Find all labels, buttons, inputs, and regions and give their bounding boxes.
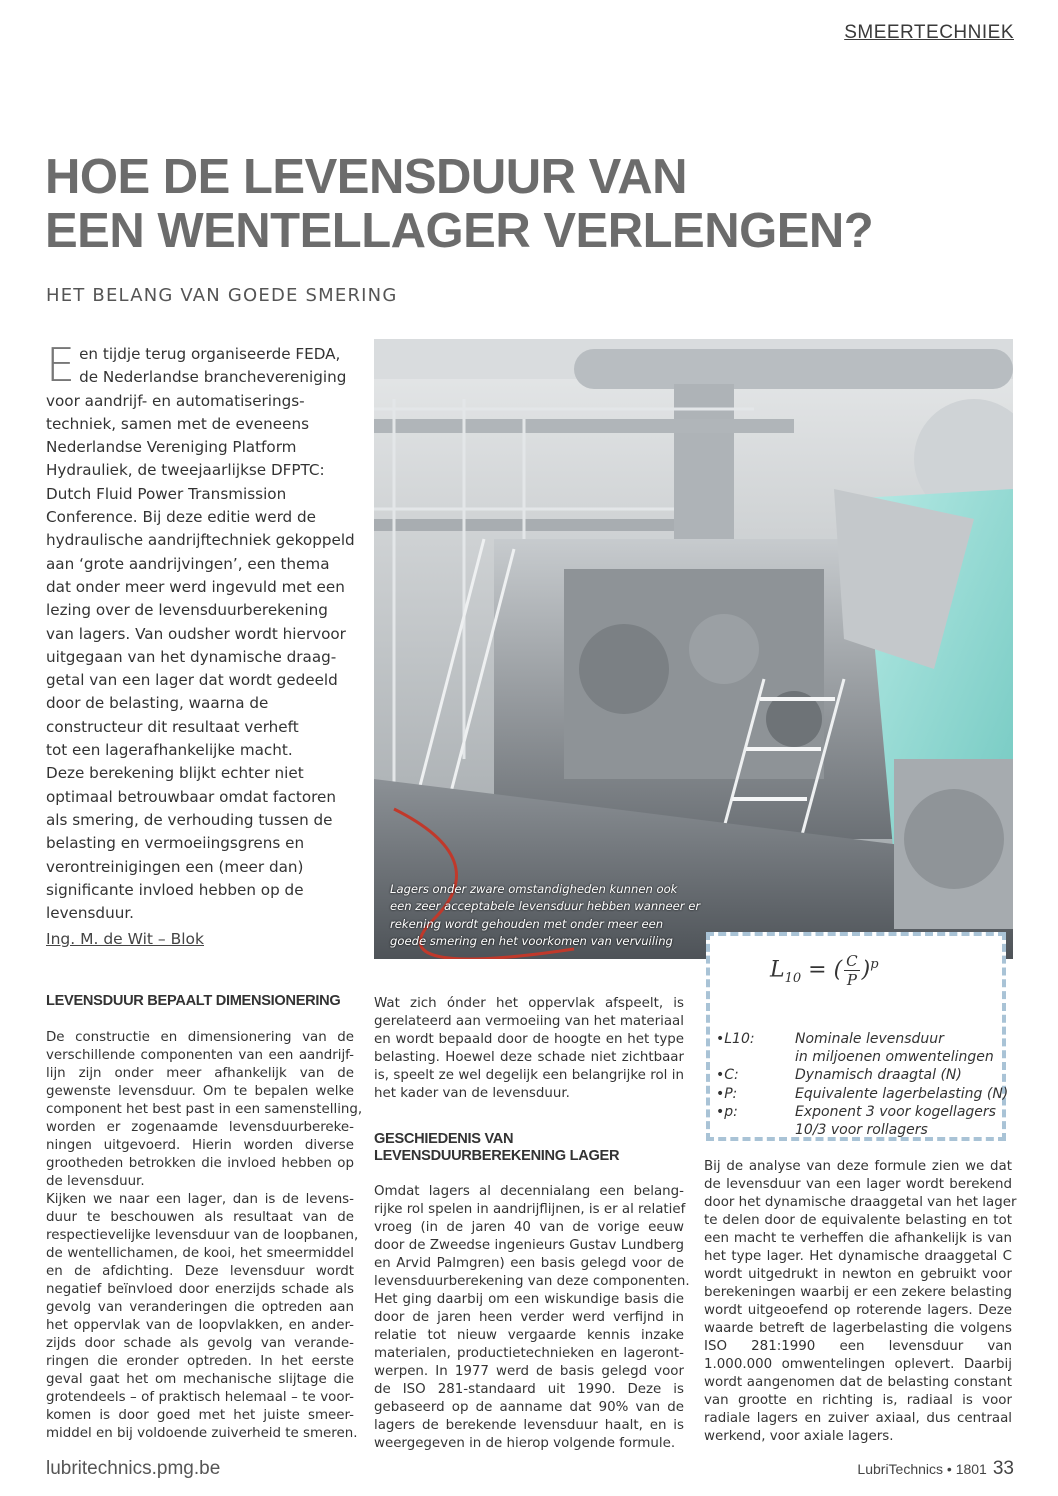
title-line: HOE DE LEVENSDUUR VAN — [45, 150, 688, 204]
formula-legend — [716, 1030, 1009, 1139]
formula-numerator: C — [846, 952, 858, 970]
text-line: van lagers. Van oudsher wordt hiervoor — [46, 624, 346, 643]
text-line: en Arvid Palmgren) een basis gelegd voor de — [374, 1256, 684, 1271]
text-line: component het best past in een samenstelling, — [46, 1102, 363, 1117]
caption-line: goede smering en het voorkomen van vervuiling — [390, 933, 673, 948]
section-heading — [374, 1131, 684, 1165]
text-line: Dutch Fluid Power Transmission — [46, 484, 287, 503]
text-line: de wentellichamen, de kooi, het smeermiddel — [46, 1246, 354, 1261]
formula-exponent: p — [870, 957, 879, 973]
legend-desc: Nominale levensduur — [795, 1031, 944, 1047]
text-line: vroeg (in de jaren 40 van de vorige eeuw — [374, 1220, 684, 1235]
text-line: lijn zijn onder meer afhankelijk van de — [46, 1066, 354, 1081]
formula-rhs: ) — [861, 957, 871, 983]
text-line: tot een lagerafhankelijke macht. — [46, 741, 293, 760]
text-line: Kijken we naar een lager, dan is de levens- — [46, 1192, 354, 1207]
caption-line: Lagers onder zware omstandigheden kunnen ook — [390, 882, 678, 896]
text-line: relatie tot nieuw vergaarde kennis inzake — [374, 1328, 684, 1343]
text-line: een macht te verheffen die afhankelijk is van — [704, 1231, 1012, 1246]
formula-box — [706, 932, 1009, 1141]
legend-symbol — [716, 1048, 795, 1066]
text-line: ningen uitgevoerd. Hierin worden diverse — [46, 1138, 354, 1153]
text-line: getal van een lager dat wordt gedeeld — [46, 671, 338, 690]
text-line: rijke rol spelen in aandrijflijnen, is er al relatief — [374, 1202, 686, 1217]
column-2 — [374, 995, 690, 1453]
text-line: respectievelijke levensduur van de loopbanen, — [46, 1228, 359, 1243]
heading-line: GESCHIEDENIS VAN — [374, 1131, 514, 1147]
footer-url[interactable]: lubritechnics.pmg.be — [46, 1458, 221, 1479]
legend-row — [716, 1103, 1002, 1121]
column-intro — [374, 995, 684, 1103]
photo-caption — [390, 881, 710, 950]
text-line: gerelateerd aan vermoeiing van het materiaal — [374, 1014, 684, 1029]
text-line: van grootte en richting is, radiaal is voor — [704, 1393, 1012, 1408]
legend-symbol: •P: — [716, 1085, 738, 1102]
text-line: belasting. Hoewel deze schade niet zichtbaar — [374, 1050, 684, 1065]
text-line: grotendeels – of praktisch helemaal – te voor- — [46, 1390, 354, 1405]
text-line: werkend, voor axiale lagers. — [704, 1429, 894, 1444]
column-1 — [46, 993, 363, 1443]
article-photo — [374, 339, 1013, 959]
text-line: verschillende componenten van een aandrijf- — [46, 1048, 354, 1063]
text-line: duur te beschouwen als resultaat van de — [46, 1210, 354, 1225]
text-line: constructeur dit resultaat verheft — [46, 717, 299, 736]
text-line: is, speelt ze wel degelijk een belangrijke rol in — [374, 1068, 684, 1083]
formula-denominator: P — [846, 971, 857, 989]
text-line: belasting en vermoeiingsgrens en — [46, 834, 305, 853]
text-line: de levensduur van een lager wordt berekend — [704, 1177, 1012, 1192]
text-line: middel en bij voldoende zuiverheid te smeren. — [46, 1426, 358, 1441]
text-line: het type lager. Het dynamische draaggetal C — [704, 1249, 1012, 1264]
text-line: te delen door de equivalente belasting en tot — [704, 1213, 1012, 1228]
legend-row — [716, 1066, 1002, 1084]
text-line: geval gaat het om mechanische slijtage die — [46, 1372, 354, 1387]
text-line: gewenste levensduur. Om te bepalen welke — [46, 1084, 354, 1099]
magazine-issue: LubriTechnics • 1801 — [857, 1461, 987, 1477]
legend-desc: in miljoenen omwentelingen — [795, 1049, 994, 1066]
legend-symbol: •C: — [716, 1067, 739, 1084]
text-line: door de jaren heen verder werd verfijnd in — [374, 1310, 684, 1325]
text-line: Hydrauliek, de tweejaarlijkse DFPTC: — [46, 461, 325, 480]
text-line: als smering, de verhouding tussen de — [46, 810, 333, 829]
formula-fraction — [844, 952, 859, 989]
legend-desc: Equivalente lagerbelasting (N) — [795, 1085, 1009, 1102]
legend-symbol: •p: — [716, 1103, 738, 1120]
section-tag[interactable]: SMEERTECHNIEK — [844, 22, 1014, 43]
text-line: lagers de berekende levensduur haalt, en is — [374, 1418, 684, 1433]
formula-lhs-sub: 10 — [784, 970, 802, 986]
title-line: EEN WENTELLAGER VERLENGEN? — [45, 204, 874, 258]
text-line: grootheden betrokken die invloed hebben op — [46, 1156, 354, 1171]
l10-formula — [770, 952, 879, 989]
section-body — [704, 1158, 1017, 1446]
text-line: Nederlandse Vereniging Platform — [46, 438, 297, 457]
industrial-machine-photo — [374, 339, 1013, 959]
text-line: uitgegaan van het dynamische draag- — [46, 647, 337, 666]
text-line: worden er zogenaamde levensduurbereke- — [46, 1120, 354, 1135]
drop-cap: E — [46, 338, 76, 392]
text-line: Conference. Bij deze editie werd de — [46, 508, 317, 527]
text-line: wordt aangenomen dat de belasting constant — [704, 1375, 1012, 1390]
footer-pagination — [857, 1458, 1014, 1480]
text-line: door de Zweedse ingenieurs Gustav Lundberg — [374, 1238, 684, 1253]
section-body — [374, 1183, 690, 1453]
text-line: door de belasting, waarna de — [46, 694, 269, 713]
author-byline[interactable]: Ing. M. de Wit – Blok — [46, 930, 204, 948]
text-line: levensduurberekening van deze componenten. — [374, 1274, 690, 1289]
text-line: techniek, samen met de eveneens — [46, 414, 309, 433]
text-line: negatief beïnvloed door enerzijds schade als — [46, 1282, 354, 1297]
caption-line: een zeer acceptabele levensduur hebben wanneer er — [390, 899, 701, 914]
formula-eq: = ( — [801, 957, 843, 983]
article-subtitle: HET BELANG VAN GOEDE SMERING — [46, 285, 398, 306]
text-line: ringen die eronder optreden. In het eerste — [46, 1354, 354, 1369]
text-line: optimaal betrouwbaar omdat factoren — [46, 787, 337, 806]
text-line: en wordt bepaald door de hoogte en het type — [374, 1032, 684, 1047]
text-line: dat onder meer werd ingevuld met een — [46, 577, 345, 596]
text-line: Wat zich ónder het oppervlak afspeelt, is — [374, 996, 684, 1011]
legend-symbol — [716, 1121, 795, 1139]
text-line: gevolg van veranderingen die optreden aan — [46, 1300, 354, 1315]
text-line: Bij de analyse van deze formule zien we dat — [704, 1159, 1012, 1174]
text-line: hydraulische aandrijftechniek gekoppeld — [46, 531, 355, 550]
page-number: 33 — [992, 1458, 1014, 1479]
text-line: levensduur. — [46, 904, 135, 923]
text-line: ISO 281:1990 een levensduur van — [704, 1339, 1012, 1354]
text-line: de levensduur. — [46, 1174, 145, 1189]
text-line: materialen, productietechnieken en lageront- — [374, 1346, 684, 1361]
text-line: voor aandrijf- en automatiserings- — [46, 391, 305, 410]
section-heading: LEVENSDUUR BEPAALT DIMENSIONERING — [46, 993, 341, 1009]
text-line: Omdat lagers al decennialang een belang- — [374, 1184, 684, 1199]
legend-symbol: •L10: — [716, 1031, 755, 1047]
section-body — [46, 1029, 363, 1443]
text-line: De constructie en dimensionering van de — [46, 1030, 354, 1045]
formula-lhs: L — [770, 957, 785, 983]
article-title — [45, 150, 945, 258]
intro-paragraph — [46, 338, 366, 925]
text-line: weergegeven in de hierop volgende formule. — [374, 1436, 676, 1451]
legend-desc: Exponent 3 voor kogellagers — [795, 1103, 996, 1120]
text-line: verontreinigingen een (meer dan) — [46, 857, 304, 876]
text-line: het oppervlak van de loopvlakken, en ander- — [46, 1318, 354, 1333]
text-line: door het dynamische draaggetal van het lager — [704, 1195, 1017, 1210]
text-line: en de afdichting. Deze levensduur wordt — [46, 1264, 354, 1279]
text-line: komen is door goed met het juiste smeer- — [46, 1408, 354, 1423]
text-line: Deze berekening blijkt echter niet — [46, 764, 304, 783]
legend-row — [716, 1048, 1002, 1066]
legend-row — [716, 1085, 1009, 1103]
caption-line: rekening wordt gehouden met onder meer een — [390, 916, 664, 931]
text-line: berekeningen waarbij er een zekere belasting — [704, 1285, 1012, 1300]
text-line: de Nederlandse branchevereniging — [79, 368, 347, 387]
text-line: gebaseerd op de aanname dat 90% van de — [374, 1400, 684, 1415]
text-line: het kader van de levensduur. — [374, 1086, 570, 1101]
text-line: en tijdje terug organiseerde FEDA, — [79, 345, 341, 363]
text-line: aan ‘grote aandrijvingen’, een thema — [46, 554, 330, 573]
legend-desc: 10/3 voor rollagers — [795, 1122, 928, 1139]
legend-row — [716, 1030, 1002, 1048]
text-line: significante invloed hebben op de — [46, 880, 304, 899]
column-3 — [704, 1158, 1017, 1446]
text-line: wordt uitgedrukt in newton en gebruikt voor — [704, 1267, 1012, 1282]
text-line: Het ging daarbij om een wiskundige basis die — [374, 1292, 684, 1307]
text-line: werpen. In 1977 werd de basis gelegd voor — [374, 1364, 684, 1379]
text-line: lezing over de levensduurberekening — [46, 601, 328, 620]
text-line: radiale lagers en zuiver axiaal, dus centraal — [704, 1411, 1012, 1426]
text-line: 1.000.000 omwentelingen oplevert. Daarbij — [704, 1357, 1012, 1372]
text-line: de ISO 281-standaard uit 1990. Deze is — [374, 1382, 684, 1397]
legend-row — [716, 1121, 1002, 1139]
text-line: waarde betreft de lagerbelasting die volgens — [704, 1321, 1012, 1336]
text-line: zijds door schade als gevolg van verande- — [46, 1336, 354, 1351]
legend-desc: Dynamisch draagtal (N) — [795, 1067, 962, 1084]
heading-line: LEVENSDUURBEREKENING LAGER — [374, 1148, 620, 1164]
text-line: wordt uitgeoefend op roterende lagers. Deze — [704, 1303, 1012, 1318]
